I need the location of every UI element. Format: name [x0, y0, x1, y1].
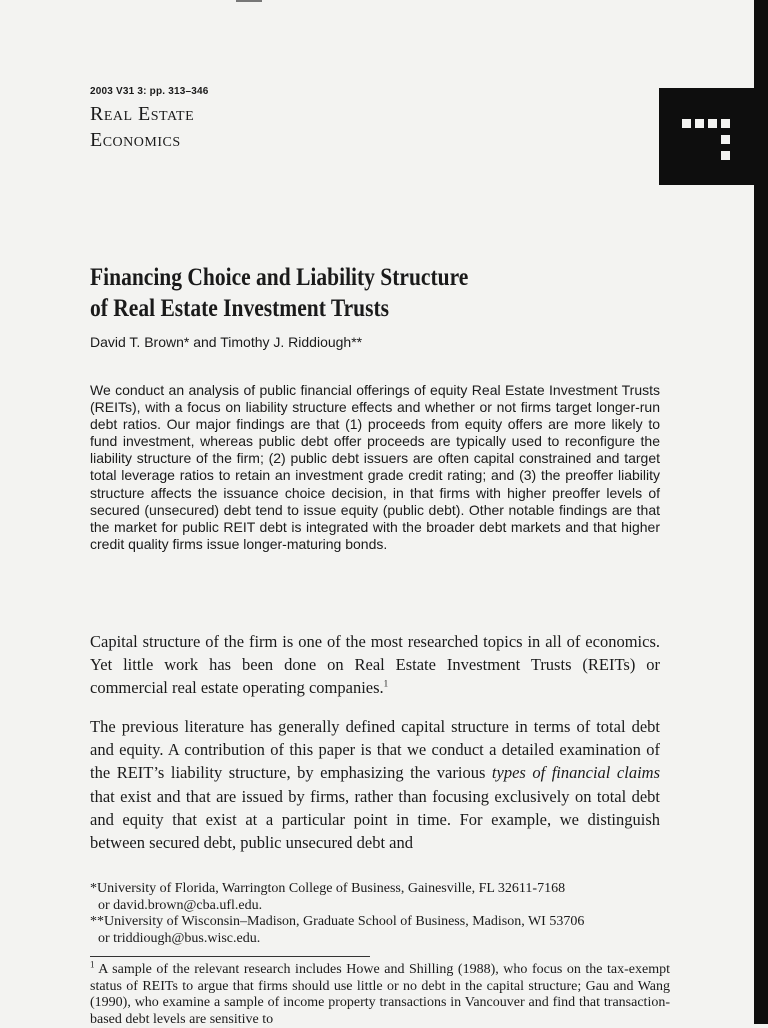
affiliation-2-email: or triddiough@bus.wisc.edu.: [98, 930, 261, 946]
footnote-rule: [90, 956, 370, 957]
footnote-ref-1: 1: [383, 678, 389, 689]
body-paragraph-2: [90, 715, 660, 854]
footnote-text: A sample of the relevant research includes Howe and Shilling (1988), who focus on the tax-exempt status of REITs to argue that firms should use little or no debt in the capital structure; Gau and Wang (1990), who examine a sample of income property transactions in Vancouver and find that transaction-based debt levels are sensitive to: [90, 962, 670, 1027]
journal-name-line1: Real Estate: [90, 103, 195, 125]
paragraph-2-emphasis: types of financial claims: [491, 763, 660, 783]
affiliation-1-email: or david.brown@cba.ufl.edu.: [98, 897, 263, 913]
author-affiliations: [90, 881, 690, 947]
title-line1: Financing Choice and Liability Structure: [90, 264, 469, 291]
journal-name-line2: Economics: [90, 129, 181, 151]
body-paragraph-1: [90, 630, 660, 700]
paragraph-1-text: Capital structure of the firm is one of the most researched topics in all of economics. Yet little work has been done on Real Estate Investment Trusts (REITs) or commercial real estate operating companies.: [90, 632, 660, 698]
masthead: [90, 86, 209, 153]
paragraph-2-text-b: that exist and that are issued by firms, rather than focusing exclusively on total debt and equity that exist at a particular point in time. For example, we distinguish between secured debt, public unsecured debt and: [90, 786, 660, 853]
footnote-mark: 1: [90, 959, 95, 970]
title-line2: of Real Estate Investment Trusts: [90, 295, 389, 322]
article-title: [90, 262, 572, 324]
scan-edge-mark: [236, 0, 262, 2]
footnote-1: [90, 959, 670, 1028]
affiliation-2: **University of Wisconsin–Madison, Graduate School of Business, Madison, WI 53706: [90, 914, 585, 929]
journal-logo: [659, 88, 755, 185]
abstract: We conduct an analysis of public financial offerings of equity Real Estate Investment Trusts (REITs), with a focus on liability structure effects and whether or not firms target longer-run debt ratios. Our major findings are that (1) proceeds from equity offers are more likely to fund investment, whereas public debt offer proceeds are typically used to reconfigure the liability structure of the firm; (2) public debt issuers are often capital constrained and target total leverage ratios to retain an investment grade credit rating; and (3) the preoffer liability structure affects the issuance choice decision, in that firms with higher preoffer levels of secured (unsecured) debt tend to issue equity (public debt). Other notable findings are that the market for public REIT debt is integrated with the broader debt markets and that higher credit quality firms issue longer-maturing bonds.: [90, 382, 660, 552]
affiliation-1: *University of Florida, Warrington College of Business, Gainesville, FL 32611-7168: [90, 881, 566, 896]
scan-page-edge: [754, 0, 768, 1024]
paragraph-2-text-a: The previous literature has generally defined capital structure in terms of total debt and equity. A contribution of this paper is that we conduct a detailed examination of the REIT’s liability structure, by emphasizing the various: [90, 717, 660, 783]
authors: David T. Brown* and Timothy J. Riddiough**: [90, 334, 363, 350]
issue-line: 2003 V31 3: pp. 313–346: [90, 86, 209, 97]
